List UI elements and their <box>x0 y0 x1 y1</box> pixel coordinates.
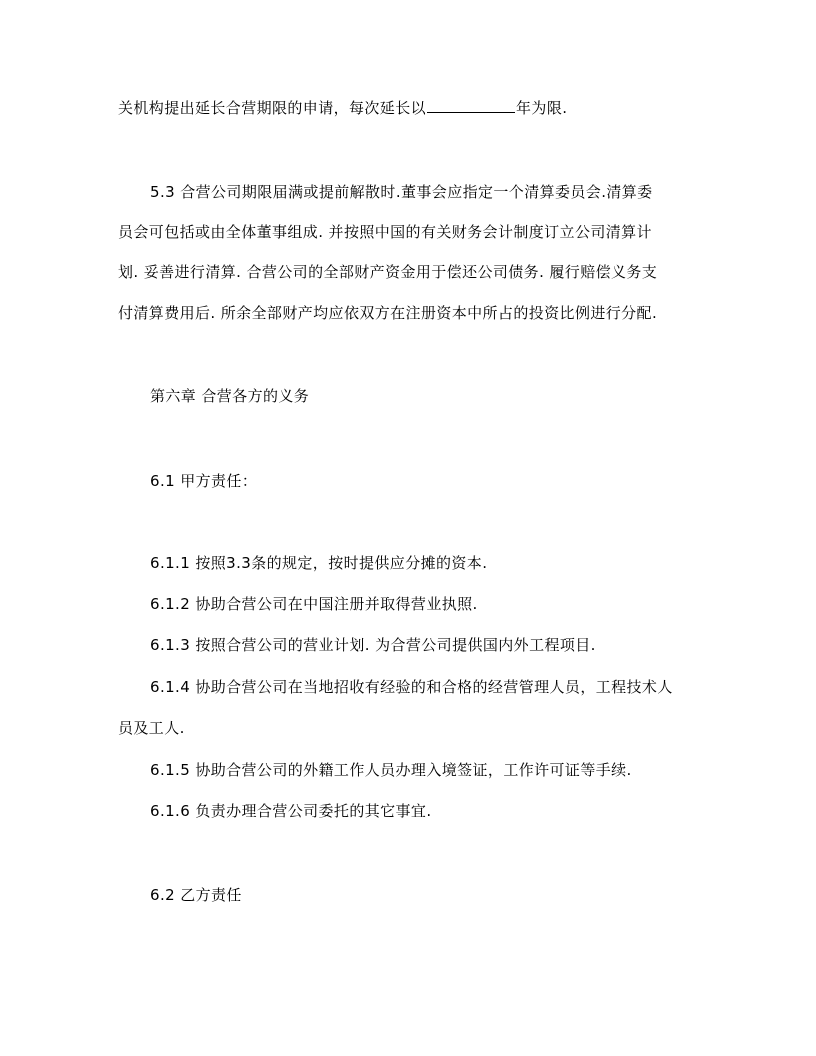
item-6-1-2: 6.1.2 协助合营公司在中国注册并取得营业执照. <box>150 595 478 613</box>
blank-underline <box>427 98 515 113</box>
item-6-1-4-line-1: 6.1.4 协助合营公司在当地招收有经验的和合格的经营管理人员，工程技术人 <box>150 678 673 696</box>
section-5-3-line-1: 5.3 合营公司期限届满或提前解散时.董事会应指定一个清算委员会.清算委 <box>150 183 653 201</box>
section-5-3-line-3: 划. 妥善进行清算. 合营公司的全部财产资金用于偿还公司债务. 履行赔偿义务支 <box>118 263 658 281</box>
chapter-6-title: 第六章 合营各方的义务 <box>150 387 310 405</box>
section-6-1-heading: 6.1 甲方责任： <box>150 472 258 490</box>
section-5-3-line-2: 员会可包括或由全体董事组成. 并按照中国的有关财务会计制度订立公司清算计 <box>118 223 652 241</box>
item-6-1-5: 6.1.5 协助合营公司的外籍工作人员办理入境签证，工作许可证等手续. <box>150 761 632 779</box>
section-6-2-heading: 6.2 乙方责任 <box>150 886 242 904</box>
paragraph-line <box>118 98 567 118</box>
item-6-1-4-line-2: 员及工人. <box>118 719 185 737</box>
line-text: 年为限. <box>516 99 568 117</box>
line-text: 关机构提出延长合营期限的申请，每次延长以 <box>118 99 427 117</box>
item-6-1-1: 6.1.1 按照3.3条的规定，按时提供应分摊的资本. <box>150 554 488 572</box>
item-6-1-6: 6.1.6 负责办理合营公司委托的其它事宜. <box>150 802 432 820</box>
section-5-3-line-4: 付清算费用后. 所余全部财产均应依双方在注册资本中所占的投资比例进行分配. <box>118 304 658 322</box>
item-6-1-3: 6.1.3 按照合营公司的营业计划. 为合营公司提供国内外工程项目. <box>150 636 596 654</box>
